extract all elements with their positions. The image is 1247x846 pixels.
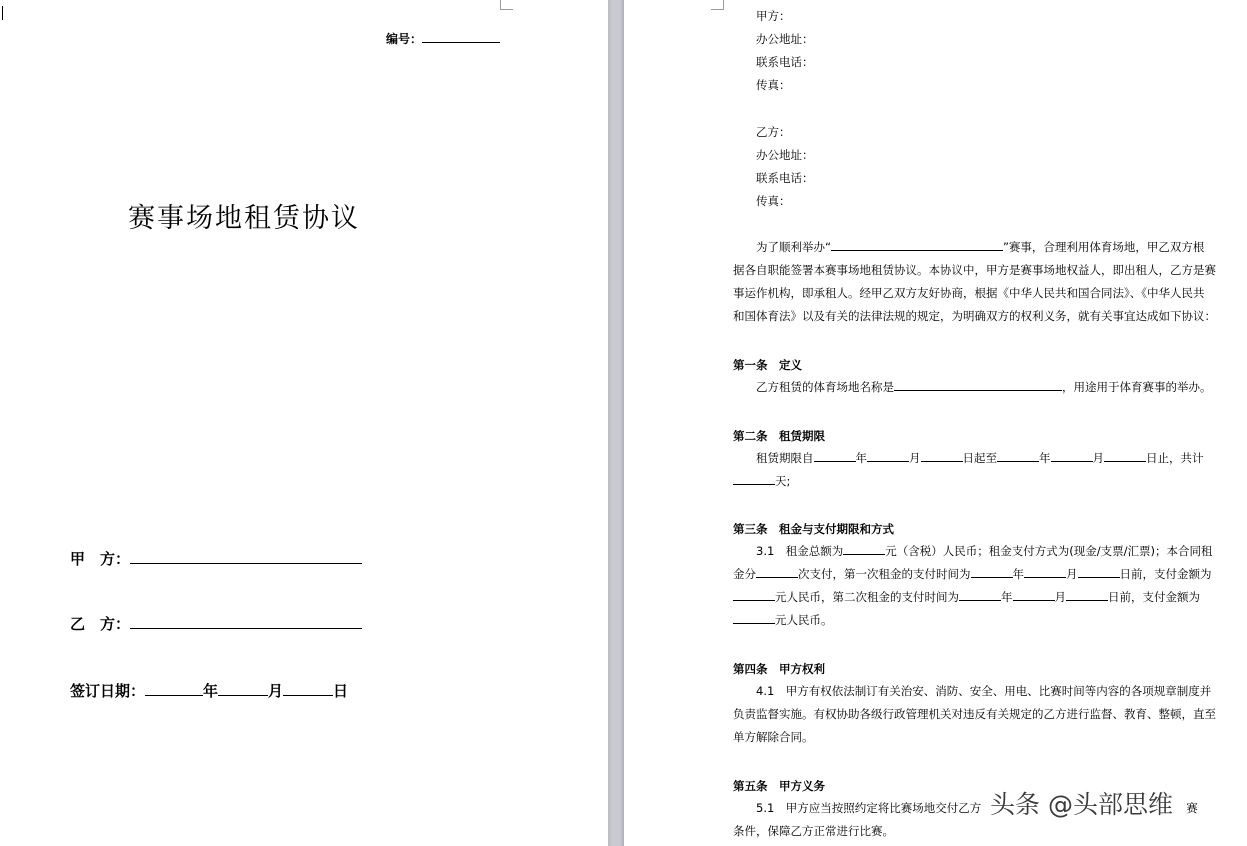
document-number-label: 编号： (386, 32, 423, 46)
party-a-field[interactable] (70, 548, 362, 569)
day-label: 日 (333, 682, 349, 700)
intro-paragraph: 为了顺利举办“ ”赛事，合理利用体育场地，甲乙双方根 据各自职能签署本赛事场地租赁协议。本协议中，甲方是赛事场地权益人，即出租人，乙方是赛 事运作机构，即承租人。经甲乙双方友好协商，根据《中华人民共和国合同法》、《中华人民共 和国体育法》以及有关的法律法规的规定，为明确双方的权利义务，就有关事宜达成如下协议： (733, 240, 1216, 323)
contact-phone-a: 联系电话： (756, 55, 814, 69)
margin-corner-mark (711, 0, 724, 10)
month-blank[interactable] (218, 680, 268, 696)
article-4-heading: 第四条 甲方权利 (733, 662, 825, 676)
start-month-blank[interactable] (867, 450, 909, 463)
end-year-blank[interactable] (997, 450, 1039, 463)
pay1-year-blank[interactable] (971, 566, 1013, 579)
pay1-month-blank[interactable] (1024, 566, 1066, 579)
start-year-blank[interactable] (814, 450, 856, 463)
party-b-label: 乙 方： (70, 615, 131, 633)
contact-fax-b: 传真： (756, 194, 791, 208)
article-2-body: 租赁期限自 年 月 日起至 年 月 日止，共计 天; (733, 447, 1204, 493)
signing-date-label: 签订日期： (70, 682, 146, 700)
signing-date-field[interactable] (70, 680, 348, 701)
end-month-blank[interactable] (1051, 450, 1093, 463)
pay1-day-blank[interactable] (1078, 566, 1120, 579)
installments-blank[interactable] (756, 566, 798, 579)
party-b-field[interactable] (70, 613, 362, 634)
contact-party-a: 甲方： (756, 9, 791, 23)
start-day-blank[interactable] (921, 450, 963, 463)
text-cursor (2, 6, 3, 20)
article-5-body: 5.1 甲方应当按照约定将比赛场地交付乙方 赛 条件，保障乙方正常进行比赛。 (733, 801, 1198, 838)
article-1-heading: 第一条 定义 (733, 358, 802, 372)
margin-corner-mark (500, 0, 513, 10)
cover-page (0, 0, 608, 846)
article-1-body: 乙方租赁的体育场地名称是 ，用途用于体育赛事的举办。 (756, 380, 1212, 394)
month-label: 月 (268, 682, 284, 700)
year-blank[interactable] (145, 680, 203, 696)
article-5-heading: 第五条 甲方义务 (733, 779, 825, 793)
rent-total-blank[interactable] (843, 543, 885, 556)
article-2-heading: 第二条 租赁期限 (733, 429, 825, 443)
page-gap (608, 0, 624, 846)
total-days-blank[interactable] (733, 473, 775, 486)
pay2-amount-blank[interactable] (733, 612, 775, 625)
day-blank[interactable] (283, 680, 333, 696)
pay1-amount-blank[interactable] (733, 589, 775, 602)
year-label: 年 (203, 682, 219, 700)
watermark: 头条 @头部思维 (990, 790, 1173, 819)
document-number-field[interactable] (386, 30, 500, 47)
contact-phone-b: 联系电话： (756, 171, 814, 185)
venue-name-blank[interactable] (894, 379, 1062, 392)
event-name-blank[interactable] (831, 239, 1003, 252)
article-3-body: 3.1 租金总额为 元（含税）人民币；租金支付方式为(现金/支票/汇票)；本合同租 金分 次支付，第一次租金的支付时间为 年 月 日前，支付金额为 元人民币，第二次租金的支付时间为 年 月 日前，支付金额为 元人民币。 (733, 544, 1213, 627)
end-day-blank[interactable] (1104, 450, 1146, 463)
party-a-label: 甲 方： (70, 550, 131, 568)
party-a-blank[interactable] (130, 548, 362, 564)
contract-body-page (624, 0, 1247, 846)
pay2-month-blank[interactable] (1013, 589, 1055, 602)
pay2-year-blank[interactable] (959, 589, 1001, 602)
contact-address-b: 办公地址： (756, 148, 814, 162)
article-3-heading: 第三条 租金与支付期限和方式 (733, 522, 894, 536)
article-4-body: 4.1 甲方有权依法制订有关治安、消防、安全、用电、比赛时间等内容的各项规章制度并 负责监督实施。有权协助各级行政管理机关对违反有关规定的乙方进行监督、教育、整顿，直至 单方解除合同。 (733, 684, 1216, 744)
contact-fax-a: 传真： (756, 78, 791, 92)
pay2-day-blank[interactable] (1066, 589, 1108, 602)
contact-party-b: 乙方： (756, 125, 791, 139)
page-title: 赛事场地租赁协议 (128, 203, 360, 234)
party-b-blank[interactable] (130, 613, 362, 629)
document-number-blank[interactable] (422, 30, 500, 43)
contact-address-a: 办公地址： (756, 32, 814, 46)
